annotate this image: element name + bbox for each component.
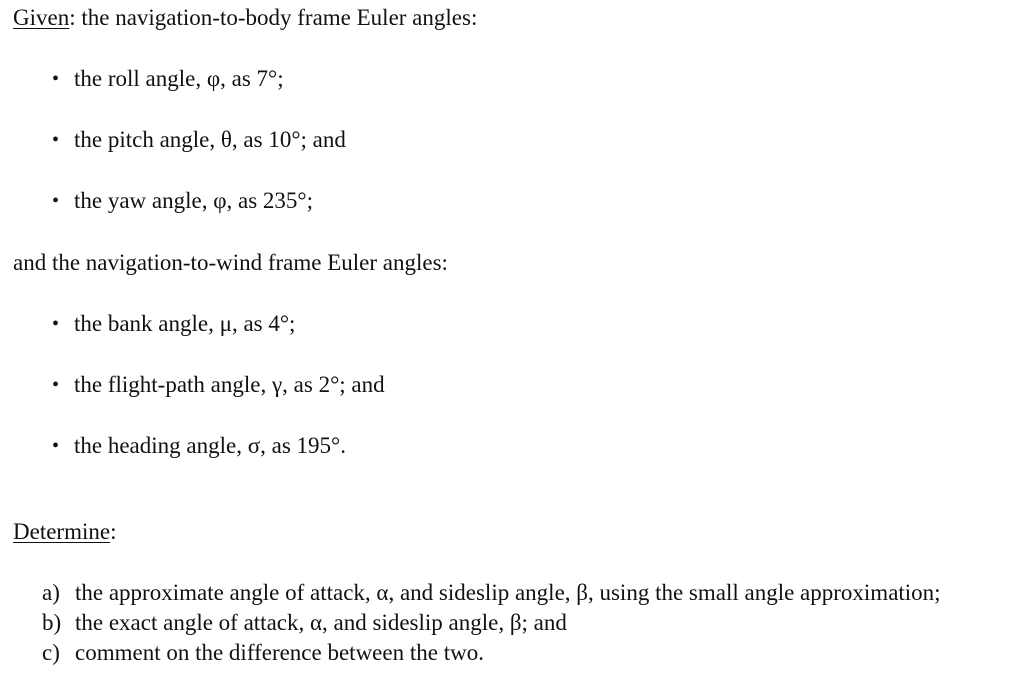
bullet-icon: •	[52, 190, 60, 212]
given-heading-text: : the navigation-to-body frame Euler angles:	[69, 5, 478, 30]
bullet-icon: •	[52, 129, 60, 151]
list-item-heading	[52, 432, 346, 460]
list-item-roll	[52, 65, 284, 93]
given-label: Given	[13, 5, 70, 30]
list-item-pitch	[52, 126, 346, 154]
bullet-icon: •	[52, 68, 60, 90]
enum-label: a)	[42, 580, 60, 605]
bullet-icon: •	[52, 435, 60, 457]
list-item-text: the pitch angle, θ, as 10°; and	[74, 127, 346, 152]
given-heading	[13, 4, 477, 32]
enum-item-a	[42, 579, 941, 607]
list-item-text: the roll angle, φ, as 7°;	[74, 66, 284, 91]
wind-intro: and the navigation-to-wind frame Euler angles:	[13, 250, 448, 275]
enum-item-text: the exact angle of attack, α, and sideslip angle, β; and	[75, 610, 567, 635]
determine-heading	[13, 518, 116, 546]
enum-label: b)	[42, 610, 62, 635]
determine-heading-text: :	[110, 519, 117, 544]
enum-item-b	[42, 609, 567, 637]
list-item-text: the flight-path angle, γ, as 2°; and	[74, 372, 385, 397]
enum-item-text: comment on the difference between the two.	[75, 640, 484, 665]
enum-item-c	[42, 639, 484, 667]
determine-label: Determine	[13, 519, 111, 544]
list-item-text: the bank angle, μ, as 4°;	[74, 311, 296, 336]
enum-item-text: the approximate angle of attack, α, and sideslip angle, β, using the small angle approximation;	[75, 580, 941, 605]
bullet-icon: •	[52, 374, 60, 396]
list-item-bank	[52, 310, 295, 338]
list-item-text: the yaw angle, φ, as 235°;	[74, 188, 313, 213]
enum-label: c)	[42, 640, 60, 665]
list-item-yaw	[52, 187, 313, 215]
bullet-icon: •	[52, 313, 60, 335]
list-item-flight-path	[52, 371, 385, 399]
list-item-text: the heading angle, σ, as 195°.	[74, 433, 346, 458]
